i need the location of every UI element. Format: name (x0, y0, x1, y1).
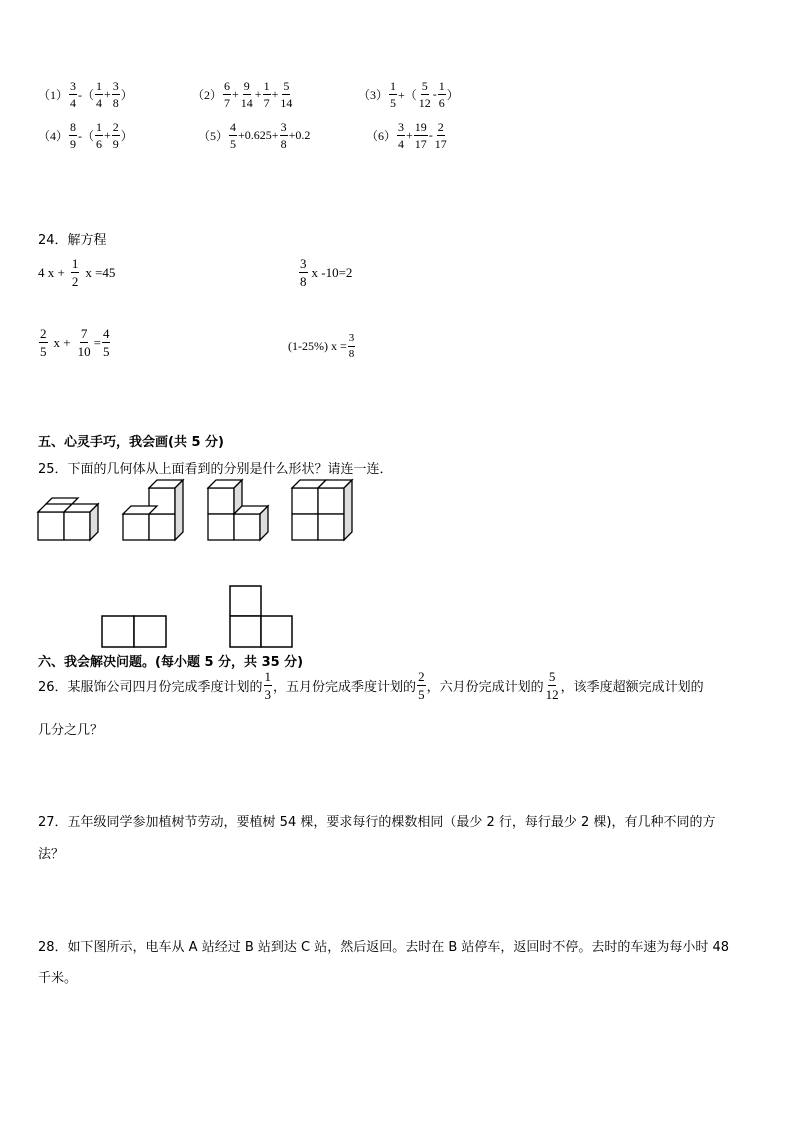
operator: + (406, 128, 413, 142)
fraction: $\frac{9}{14}$ (240, 79, 253, 110)
cube-figure-4 (292, 480, 352, 540)
top-view-two-squares (102, 616, 166, 647)
equation-text: = (93, 334, 101, 350)
operator: + (254, 87, 262, 101)
q26-text: ，六月份完成计划的 (426, 680, 544, 695)
top-view-svg (100, 584, 300, 650)
fraction: $\frac{2}{9}$ (112, 120, 119, 151)
cube-figures (30, 478, 370, 548)
cube-figure-2 (123, 480, 183, 540)
equation-2 (298, 257, 352, 288)
calc-problem-6 (366, 121, 449, 150)
fraction: $\frac{7}{10}$ (77, 326, 91, 359)
operator: ） (120, 129, 133, 143)
calc-problem-4 (38, 121, 133, 150)
fraction: $\frac{1}{2}$ (71, 256, 79, 289)
operator: + (232, 87, 239, 101)
equation-4 (288, 333, 356, 360)
operator: ） (120, 88, 133, 102)
top-view-l-shape (230, 586, 292, 647)
q26-line-1 (38, 670, 704, 701)
cube-figure-3 (208, 480, 268, 540)
section-5-heading: 五、心灵手巧，我会画(共 5 分) (38, 435, 224, 450)
problem-label: （5） (198, 129, 229, 143)
equation-text: 4 x + (38, 264, 65, 280)
problem-label: （2） (192, 88, 223, 102)
q26-line-2: 几分之几？ (38, 723, 104, 738)
operator: +0.625+ (238, 128, 279, 142)
section-6-heading: 六、我会解决问题。(每小题 5 分，共 35 分) (38, 655, 304, 670)
q24-title: 24．解方程 (38, 233, 107, 248)
q28-line-1: 28．如下图所示，电车从 A 站经过 B 站到达 C 站，然后返回。去时在 B 站停车，返回时不停。去时的车速为每小时 48 (38, 940, 730, 955)
fraction: $\frac{2}{17}$ (434, 120, 447, 151)
top-view-shapes (100, 584, 300, 654)
operator: +（ (398, 88, 417, 102)
fraction: $\frac{8}{9}$ (70, 120, 77, 151)
q28-line-2: 千米。 (38, 971, 78, 986)
q25-text: 25．下面的几何体从上面看到的分别是什么形状？请连一连． (38, 462, 393, 477)
cube-figures-svg (30, 478, 370, 548)
fraction: $\frac{6}{7}$ (224, 79, 231, 110)
problem-label: （6） (366, 129, 397, 143)
equation-text: x =45 (85, 264, 116, 280)
operator: + (271, 87, 279, 101)
problem-label: （1） (38, 88, 69, 102)
fraction: $\frac{2}{5}$ (418, 669, 425, 702)
q27-line-2: 法？ (38, 847, 65, 862)
fraction: $\frac{1}{6}$ (96, 120, 103, 151)
fraction: $\frac{2}{5}$ (40, 326, 47, 359)
fraction: $\frac{3}{8}$ (348, 332, 355, 360)
problem-label: （4） (38, 129, 69, 143)
fraction: $\frac{5}{12}$ (418, 79, 431, 110)
q26-text: 26．某服饰公司四月份完成季度计划的 (38, 680, 263, 695)
fraction: $\frac{5}{14}$ (280, 79, 293, 110)
operator: + (104, 128, 111, 142)
fraction: $\frac{4}{5}$ (230, 120, 237, 151)
fraction: $\frac{3}{8}$ (300, 256, 307, 289)
fraction: $\frac{3}{8}$ (280, 120, 287, 151)
operator: - (428, 128, 433, 142)
q26-text: ，该季度超额完成计划的 (560, 680, 704, 695)
cube-figure-1 (38, 498, 98, 540)
operator: ） (446, 88, 459, 102)
fraction: $\frac{1}{3}$ (264, 669, 272, 702)
equation-text: x -10=2 (311, 264, 353, 280)
operator: + (104, 87, 111, 101)
operator: -（ (78, 88, 95, 102)
problem-label: （3） (358, 88, 389, 102)
q26-text: ，五月份完成季度计划的 (273, 680, 417, 695)
fraction: $\frac{1}{6}$ (438, 79, 445, 110)
fraction: $\frac{3}{4}$ (70, 79, 77, 110)
fraction: $\frac{3}{4}$ (398, 120, 405, 151)
equation-text: (1-25%) x = (288, 339, 347, 353)
calc-problem-1 (38, 80, 133, 109)
fraction: $\frac{3}{8}$ (112, 79, 119, 110)
fraction: $\frac{1}{7}$ (263, 79, 270, 110)
equation-1 (38, 257, 115, 288)
fraction: $\frac{5}{12}$ (545, 669, 559, 702)
fraction: $\frac{19}{17}$ (414, 120, 427, 151)
operator: - (432, 87, 437, 101)
calc-problem-2 (192, 80, 294, 109)
equation-3 (38, 327, 111, 358)
q27-line-1: 27．五年级同学参加植树节劳动，要植树 54 棵，要求每行的棵数相同（最少 2 行，每行最少 2 棵)，有几种不同的方 (38, 815, 716, 830)
equation-text: x + (53, 334, 71, 350)
operator: +0.2 (288, 128, 311, 142)
operator: -（ (78, 129, 95, 143)
fraction: $\frac{1}{4}$ (96, 79, 103, 110)
fraction: $\frac{4}{5}$ (102, 326, 110, 359)
calc-problem-5 (198, 121, 310, 150)
calc-problem-3 (358, 80, 459, 109)
fraction: $\frac{1}{5}$ (390, 79, 397, 110)
